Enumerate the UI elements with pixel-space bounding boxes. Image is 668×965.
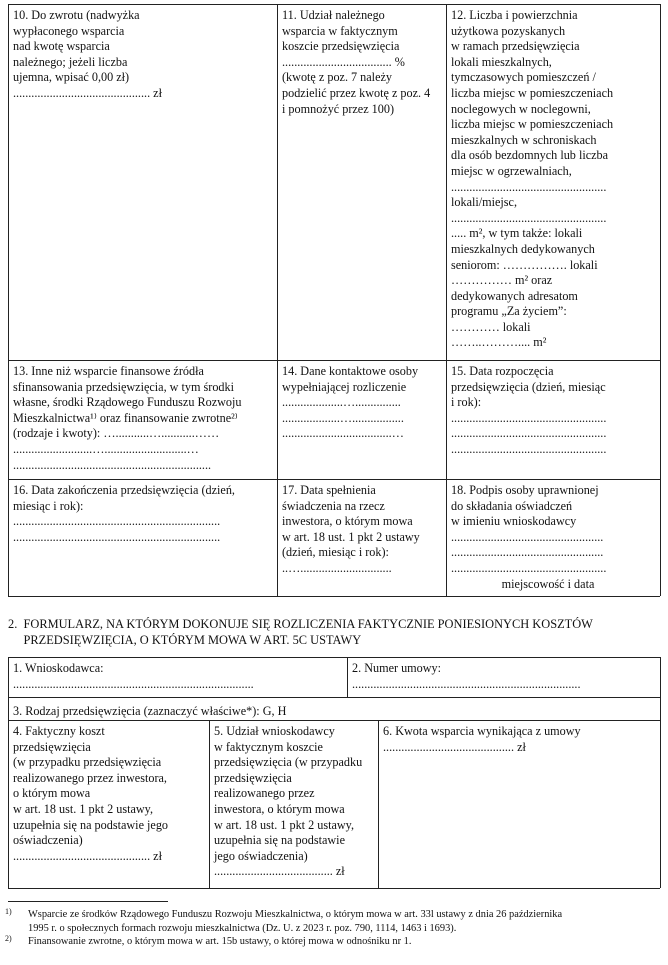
cell-17-service-date: [278, 481, 445, 577]
cell-text: ujemna, wpisać 0,00 zł): [13, 70, 130, 85]
cell-text: świadczenia na rzecz: [282, 498, 385, 513]
table-border: [660, 657, 661, 888]
cell-text: 10. Do zwrotu (nadwyżka: [13, 8, 140, 22]
cell-text: wypełniającej rozliczenie: [282, 379, 407, 394]
cell-text: należnego; jeżeli liczba: [13, 54, 128, 69]
cell-text: w faktycznym koszcie: [214, 739, 323, 754]
cell-actual-cost: [9, 722, 208, 864]
cell-support-amount: [379, 722, 659, 755]
footnote-separator: [8, 901, 168, 902]
cell-text: uzupełnia się na podstawie: [214, 833, 345, 848]
cell-text: w art. 18 ust. 1 pkt 2 ustawy,: [13, 801, 154, 816]
fill-line[interactable]: ....................................................................: [13, 514, 221, 529]
cell-text: tymczasowych pomieszczeń /: [451, 70, 596, 85]
signature-caption: miejscowość i data: [501, 576, 595, 591]
cell-18-signature: [447, 481, 659, 592]
fill-line[interactable]: ...................….................: [282, 410, 404, 425]
cell-applicant-share: [210, 722, 377, 880]
cell-text: podzielić przez kwotę z poz. 4: [282, 85, 431, 100]
table-border: [8, 697, 660, 698]
cell-text: oświadczenia): [13, 833, 83, 848]
cell-text: mieszkalnych dedykowanych: [451, 241, 595, 256]
cell-text: wsparcia w faktycznym: [282, 23, 398, 38]
cell-text: wypłaconego wsparcia: [13, 23, 125, 38]
cell-text: jego oświadczenia): [214, 848, 308, 863]
cell-text: (dzień, miesiąc i rok):: [282, 545, 389, 560]
cell-text: lokali/miejsc,: [451, 195, 518, 210]
fill-line[interactable]: ..... m², w tym także: lokali: [451, 226, 583, 241]
cell-text: przedsięwzięcia: [214, 770, 292, 785]
cell-text: liczba miejsc w pomieszczeniach: [451, 117, 614, 132]
fill-line[interactable]: ....................................... zł: [214, 864, 345, 879]
fill-line[interactable]: ...............................................................................: [13, 676, 254, 691]
table-border: [8, 720, 660, 721]
footnote-text: 1995 r. o społecznych formach rozwoju mieszkalnictwa (Dz. U. z 2023 r. poz. 790, 1114, 1463 i 1693).: [28, 922, 457, 934]
fill-line[interactable]: .................................................................: [13, 457, 212, 472]
cell-text: koszcie przedsięwzięcia: [282, 39, 400, 54]
section2-heading: [8, 616, 660, 648]
fill-line[interactable]: ...................................................: [451, 210, 607, 225]
table-border: [660, 4, 661, 596]
fill-line[interactable]: ...................................................: [451, 441, 607, 456]
fill-line[interactable]: ....................................…: [282, 426, 404, 441]
fill-line[interactable]: ............................................. zł: [13, 848, 162, 863]
table-border: [8, 479, 660, 480]
cell-project-type: [9, 702, 659, 720]
fill-line[interactable]: ..................................................: [451, 529, 604, 544]
fill-line[interactable]: ............................................. zł: [13, 85, 162, 100]
cell-text: realizowanego przez: [214, 786, 315, 801]
cell-text: 17. Data spełnienia: [282, 483, 376, 497]
cell-text: nad kwotę wsparcia: [13, 39, 110, 54]
table-border: [8, 596, 660, 597]
cell-text: (w przypadku przedsięwzięcia: [13, 755, 162, 770]
fill-line[interactable]: (rodzaje i kwoty): …...........…...........……: [13, 426, 220, 441]
fill-line[interactable]: ...................................................: [451, 179, 607, 194]
cell-13-other-funding: [9, 362, 276, 473]
heading-line: PRZEDSIĘWZIĘCIA, O KTÓRYM MOWA W ART. 5C USTAWY: [8, 633, 362, 647]
fill-line[interactable]: ………… lokali: [451, 319, 531, 334]
fill-line[interactable]: ..…..............................: [282, 560, 392, 575]
cell-16-end-date: [9, 481, 276, 545]
cell-text: inwestora, o którym mowa: [282, 514, 413, 529]
fill-line[interactable]: ...........................................................................: [352, 676, 581, 691]
cell-text: do składania oświadczeń: [451, 498, 573, 513]
cell-12-premises-count: [447, 6, 659, 351]
heading-line: 2. FORMULARZ, NA KTÓRYM DOKONUJE SIĘ ROZLICZENIA FAKTYCZNIE PONIESIONYCH KOSZTÓW: [8, 617, 593, 631]
cell-text: inwestora, o którym mowa: [214, 801, 345, 816]
cell-applicant: [9, 659, 346, 692]
cell-contract-number: [348, 659, 659, 692]
cell-text: dedykowanych adresatom: [451, 288, 578, 303]
cell-10-refund: [9, 6, 276, 102]
cell-text: 13. Inne niż wsparcie finansowe źródła: [13, 364, 204, 378]
cell-text: i pomnożyć przez 100): [282, 101, 395, 116]
cell-text: 11. Udział należnego: [282, 8, 385, 22]
fill-line[interactable]: ..................................................: [451, 545, 604, 560]
fill-line[interactable]: ..........................…...........................…: [13, 441, 199, 456]
fill-line[interactable]: ...................................................: [451, 410, 607, 425]
table-border: [8, 360, 660, 361]
cell-text: lokali mieszkalnych,: [451, 54, 552, 69]
cell-text: 1. Wnioskodawca:: [13, 661, 104, 675]
cell-text: Mieszkalnictwa¹⁾ oraz finansowanie zwrotne²⁾: [13, 410, 238, 425]
cell-text: w art. 18 ust. 1 pkt 2 ustawy: [282, 529, 420, 544]
table-border: [8, 657, 660, 658]
cell-text: użytkowa pozyskanych: [451, 23, 566, 38]
cell-text: mieszkalnych w schroniskach: [451, 132, 597, 147]
table-border: [8, 4, 660, 5]
cell-text: 14. Dane kontaktowe osoby: [282, 364, 419, 378]
cell-text: i rok):: [451, 395, 482, 410]
cell-14-contact-person: [278, 362, 445, 442]
fill-line[interactable]: ....................…...............: [282, 395, 401, 410]
footnote: [0, 935, 658, 949]
table-border: [8, 888, 660, 889]
fill-line[interactable]: .................................... %: [282, 54, 405, 69]
footnote: [0, 908, 658, 935]
cell-text: 15. Data rozpoczęcia: [451, 364, 554, 378]
cell-text: sfinansowania przedsięwzięcia, w tym środki: [13, 379, 234, 394]
cell-text: (kwotę z poz. 7 należy: [282, 70, 392, 85]
footnote-mark: 2): [5, 934, 12, 943]
cell-text: o którym mowa: [13, 786, 91, 801]
cell-text: 6. Kwota wsparcia wynikająca z umowy: [383, 724, 581, 738]
footnote-text: Wsparcie ze środków Rządowego Funduszu Rozwoju Mieszkalnictwa, o którym mowa w art. 33l ustawy z dnia 26 października: [28, 909, 563, 920]
cell-text: realizowanego przez inwestora,: [13, 770, 167, 785]
fill-line[interactable]: ....................................................................: [13, 529, 221, 544]
footnote-text: Finansowanie zwrotne, o którym mowa w art. 15b ustawy, o której mowa w odnośniku nr 1.: [28, 936, 412, 947]
cell-text: dla osób bezdomnych lub liczba: [451, 148, 609, 163]
cell-text: 4. Faktyczny koszt: [13, 724, 105, 738]
cell-text: uzupełnia się na podstawie jego: [13, 817, 169, 832]
cell-text: w art. 18 ust. 1 pkt 2 ustawy,: [214, 817, 355, 832]
cell-text: miejsc w ogrzewalniach,: [451, 163, 572, 178]
cell-text: przedsięwzięcia (w przypadku: [214, 755, 363, 770]
fill-line[interactable]: ...................................................: [451, 426, 607, 441]
fill-line[interactable]: ……..……….... m²: [451, 335, 547, 350]
cell-text: programu „Za życiem”:: [451, 304, 567, 319]
cell-text: 5. Udział wnioskodawcy: [214, 724, 335, 738]
cell-text: 16. Data zakończenia przedsięwzięcia (dzień,: [13, 483, 235, 497]
cell-text: w imieniu wnioskodawcy: [451, 514, 577, 529]
cell-text: własne, środki Rządowego Funduszu Rozwoju: [13, 395, 242, 410]
fill-line[interactable]: …………… m² oraz: [451, 273, 553, 288]
cell-text: 18. Podpis osoby uprawnionej: [451, 483, 599, 497]
cell-15-start-date: [447, 362, 659, 458]
cell-text: 2. Numer umowy:: [352, 661, 442, 675]
footnote-mark: 1): [5, 907, 12, 916]
fill-line[interactable]: ...................................................: [451, 560, 607, 575]
cell-text: przedsięwzięcia: [13, 739, 91, 754]
cell-text: przedsięwzięcia (dzień, miesiąc: [451, 379, 606, 394]
cell-text: liczba miejsc w pomieszczeniach: [451, 85, 614, 100]
fill-line[interactable]: ........................................... zł: [383, 739, 526, 754]
fill-line[interactable]: seniorom: ……………. lokali: [451, 257, 598, 272]
footnotes: [0, 908, 668, 949]
cell-text: w ramach przedsięwzięcia: [451, 39, 580, 54]
cell-text: noclegowych w noclegowni,: [451, 101, 591, 116]
cell-11-support-share: [278, 6, 445, 117]
cell-text[interactable]: 3. Rodzaj przedsięwzięcia (zaznaczyć właściwe*): G, H: [13, 704, 287, 718]
cell-text: miesiąc i rok):: [13, 498, 84, 513]
cell-text: 12. Liczba i powierzchnia: [451, 8, 578, 22]
